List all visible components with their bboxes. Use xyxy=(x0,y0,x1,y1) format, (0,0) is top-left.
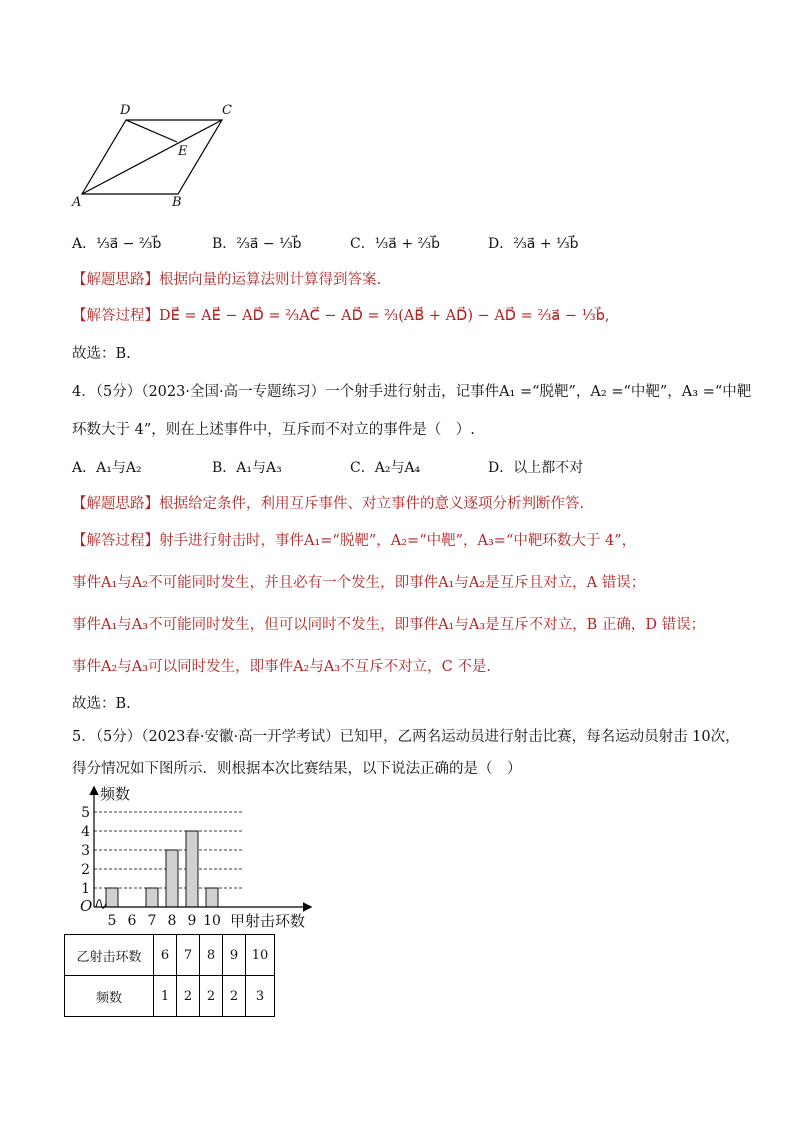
table-row xyxy=(65,935,275,976)
table-cell: 2 xyxy=(200,976,223,1017)
x-tick-label: 10 xyxy=(203,913,221,929)
q3-answer: 故选：B. xyxy=(72,346,131,362)
table-cell: 7 xyxy=(177,935,200,976)
frequency-bar-chart xyxy=(60,782,330,932)
q5-stem-line2: 得分情况如下图所示．则根据本次比赛结果，以下说法正确的是（ ） xyxy=(72,761,522,777)
table-cell: 2 xyxy=(223,976,246,1017)
vertex-label-a: A xyxy=(72,195,82,210)
y-tick-label: 4 xyxy=(81,824,90,840)
table-cell: 6 xyxy=(154,935,177,976)
table-cell: 9 xyxy=(223,935,246,976)
table-cell: 8 xyxy=(200,935,223,976)
q4-analysis-c: 事件A₂与A₃可以同时发生，即事件A₂与A₃不互斥不对立，C 不是. xyxy=(72,659,491,675)
table-row xyxy=(65,976,275,1017)
table-cell: 1 xyxy=(154,976,177,1017)
q3-option-b: B．⅔a⃗ − ⅓b⃗ xyxy=(212,236,302,252)
x-axis-label: 甲射击环数 xyxy=(230,912,306,930)
bar xyxy=(166,850,178,907)
bar xyxy=(106,888,118,907)
vertex-label-e: E xyxy=(178,144,188,159)
q4-option-c: C．A₂与A₄ xyxy=(350,460,421,476)
y-axis-label: 频数 xyxy=(100,785,131,803)
table-cell: 3 xyxy=(246,976,275,1017)
x-tick-label: 6 xyxy=(127,913,137,929)
origin-label: O xyxy=(80,897,93,915)
q3-hint: 【解题思路】根据向量的运算法则计算得到答案. xyxy=(72,272,382,288)
y-tick-label: 1 xyxy=(81,881,90,897)
q4-analysis-a: 事件A₁与A₂不可能同时发生，并且必有一个发生，即事件A₁与A₂是互斥且对立，A 错误； xyxy=(72,575,646,591)
q4-stem-line2: 环数大于 4”，则在上述事件中，互斥而不对立的事件是（ ）. xyxy=(72,422,475,438)
q3-option-c: C．⅓a⃗ + ⅔b⃗ xyxy=(350,236,440,252)
q3-option-d: D．⅔a⃗ + ⅓b⃗ xyxy=(488,236,579,252)
x-tick-label: 5 xyxy=(107,913,117,929)
vertex-label-d: D xyxy=(120,103,131,118)
q3-process: 【解答过程】DE⃗ = AE⃗ − AD⃗ = ⅔AC⃗ − AD⃗ = ⅔(AB⃗ + AD⃗) − AD⃗ = ⅔a⃗ − ⅓b⃗, xyxy=(72,308,610,324)
x-tick-label: 9 xyxy=(187,913,197,929)
q4-option-b: B．A₁与A₃ xyxy=(212,460,282,476)
bar xyxy=(146,888,158,907)
y-tick-label: 5 xyxy=(81,805,90,821)
table-cell: 乙射击环数 xyxy=(65,935,154,976)
q4-stem-line1: 4．（5分）（2023·全国·高一专题练习）一个射手进行射击，记事件A₁ =“脱靶”，A₂ =“中靶”，A₃ =“中靶 xyxy=(72,384,752,400)
y-tick-label: 3 xyxy=(81,843,90,859)
table-b-frequency xyxy=(64,934,275,1017)
vertex-label-b: B xyxy=(172,195,182,210)
q4-process: 【解答过程】射手进行射击时，事件A₁=“脱靶”，A₂=“中靶”，A₃=“中靶环数大于 4”， xyxy=(72,533,637,549)
q4-hint: 【解题思路】根据给定条件，利用互斥事件、对立事件的意义逐项分析判断作答. xyxy=(72,496,585,512)
vertex-label-c: C xyxy=(222,103,232,118)
x-tick-label: 7 xyxy=(147,913,157,929)
q4-option-d: D．以上都不对 xyxy=(488,460,584,476)
q4-answer: 故选：B. xyxy=(72,696,131,712)
q4-analysis-b: 事件A₁与A₃不可能同时发生，但可以同时不发生，即事件A₁与A₃是互斥不对立，B 正确，D 错误； xyxy=(72,617,706,633)
bar xyxy=(186,831,198,907)
parallelogram-figure xyxy=(68,98,238,210)
q5-stem-line1: 5．（5分）（2023春·安徽·高一开学考试）已知甲，乙两名运动员进行射击比赛，每名运动员射击 10次， xyxy=(72,729,740,745)
q3-option-a: A．⅓a⃗ − ⅔b⃗ xyxy=(72,236,162,252)
y-tick-label: 2 xyxy=(81,862,90,878)
table-cell: 频数 xyxy=(65,976,154,1017)
table-cell: 10 xyxy=(246,935,275,976)
bar xyxy=(206,888,218,907)
table-cell: 2 xyxy=(177,976,200,1017)
q4-option-a: A．A₁与A₂ xyxy=(72,460,142,476)
x-tick-label: 8 xyxy=(167,913,177,929)
